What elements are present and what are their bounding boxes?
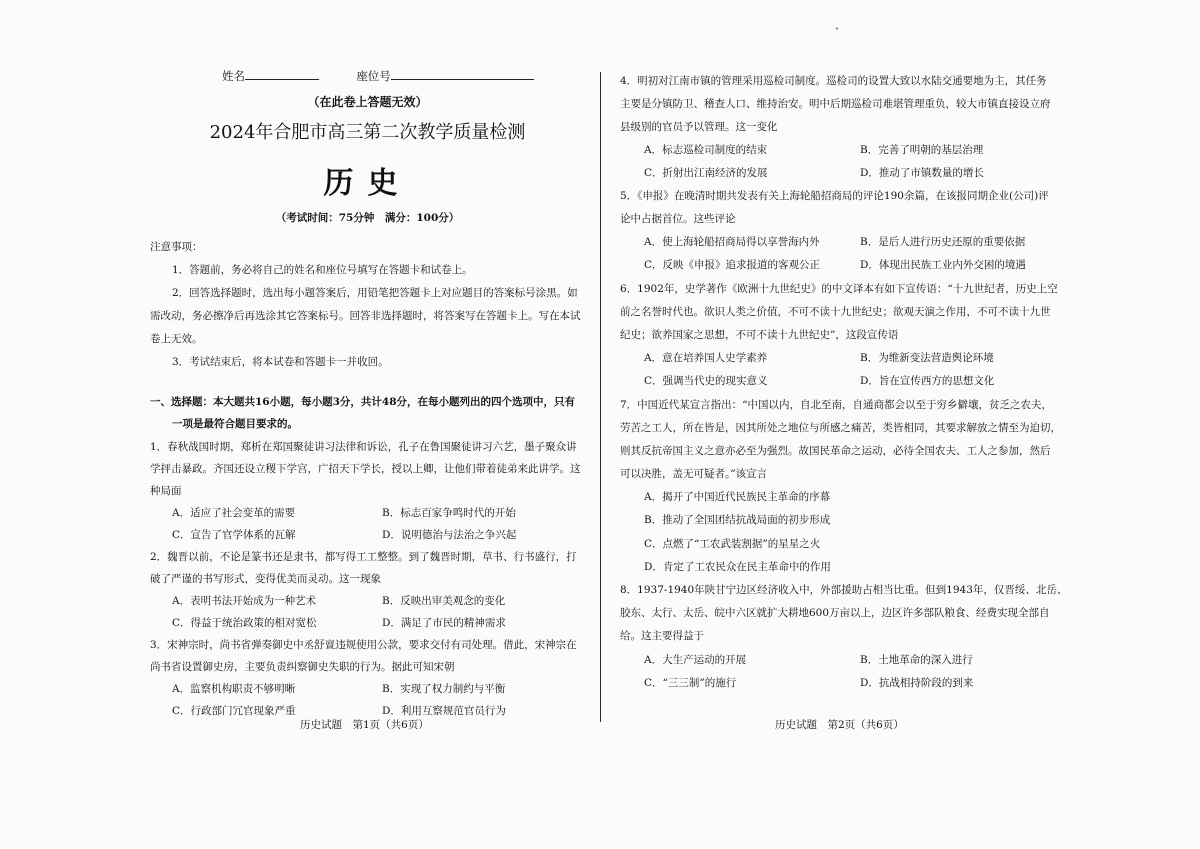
q8-option-c[interactable]: C．“三三制”的施行 xyxy=(644,677,737,689)
q4-option-a[interactable]: A．标志巡检司制度的结束 xyxy=(644,144,768,156)
question-8-text: 给。这主要得益于 xyxy=(620,630,704,642)
question-6-text: 前之名誉时代也。欲识人类之价值，不可不读十九世纪史；欲观天演之作用，不可不读十九世 xyxy=(620,306,1051,318)
question-8-text: 8．1937-1940年陕甘宁边区经济收入中，外部援助占相当比重。但到1943年，仅晋绥、北岳、 xyxy=(620,584,1068,596)
section-heading: 一、选择题：本大题共16小题，每小题3分，共计48分，在每小题列出的四个选项中，只有 xyxy=(150,396,576,408)
instructions-title: 注意事项： xyxy=(150,241,203,253)
q7-option-a[interactable]: A．揭开了中国近代民族民主革命的序幕 xyxy=(644,491,831,503)
exam-title: 2024年合肥市高三第二次教学质量检测 xyxy=(209,122,526,143)
scan-speck: ᐩ xyxy=(835,26,839,37)
q3-option-a[interactable]: A．监察机构职责不够明晰 xyxy=(172,683,296,695)
q7-option-b[interactable]: B．推动了全国团结抗战局面的初步形成 xyxy=(644,514,831,526)
question-4-text: 4．明初对江南市镇的管理采用巡检司制度。巡检司的设置大致以水陆交通要地为主，其任务 xyxy=(620,75,1047,87)
q4-option-d[interactable]: D．推动了市镇数量的增长 xyxy=(860,167,984,179)
q7-option-d[interactable]: D．肯定了工农民众在民主革命中的作用 xyxy=(644,561,831,573)
seat-label: 座位号 xyxy=(356,69,391,83)
question-7-text: 劳苦之工人，所在皆是，因其所处之地位与所感之痛苦，类皆相同，其要求解放之情至为迫切， xyxy=(620,422,1061,434)
q3-option-b[interactable]: B．实现了权力制约与平衡 xyxy=(382,683,506,695)
question-5-text: 论中占据首位。这些评论 xyxy=(620,213,736,225)
question-1-text: 1．春秋战国时期，郑析在郑国聚徒讲习法律和诉讼，孔子在鲁国聚徒讲习六艺，墨子聚众讲 xyxy=(150,441,577,453)
question-4-text: 县级别的官员予以管理。这一变化 xyxy=(620,121,778,133)
subject-title: 历史 xyxy=(323,166,412,201)
q1-option-a[interactable]: A．适应了社会变革的需要 xyxy=(172,507,296,519)
left-page-footer: 历史试题 第1页（共6页） xyxy=(300,719,429,731)
question-7-text: 则其反抗帝国主义之意亦必至为强烈。故国民革命之运动，必待全国农夫、工人之参加，然后 xyxy=(620,445,1051,457)
q1-option-c[interactable]: C．宣告了官学体系的瓦解 xyxy=(172,529,296,541)
no-answer-note: （在此卷上答题无效） xyxy=(307,95,428,109)
q6-option-c[interactable]: C．强调当代史的现实意义 xyxy=(644,375,768,387)
question-2-text: 2．魏晋以前，不论是篆书还是隶书，都写得工工整整。到了魏晋时期，草书、行书盛行，打 xyxy=(150,551,577,563)
q6-option-b[interactable]: B．为维新变法营造舆论环境 xyxy=(860,352,994,364)
q2-option-c[interactable]: C．得益于统治政策的相对宽松 xyxy=(172,617,317,629)
section-heading: 一项是最符合题目要求的。 xyxy=(172,418,298,430)
q2-option-a[interactable]: A．表明书法开始成为一种艺术 xyxy=(172,595,317,607)
q8-option-a[interactable]: A．大生产运动的开展 xyxy=(644,654,747,666)
q5-option-d[interactable]: D．体现出民族工业内外交困的境遇 xyxy=(860,259,1026,271)
instruction-line: 2．回答选择题时，选出每小题答案后，用铅笔把答题卡上对应题目的答案标号涂黑。如 xyxy=(172,287,578,299)
q5-option-c[interactable]: C．反映《申报》追求报道的客观公正 xyxy=(644,259,821,271)
question-3-text: 3．宋神宗时，尚书省弹奏御史中丞舒亶违规使用公款，要求交付有司处理。借此，宋神宗在 xyxy=(150,639,577,651)
question-1-text: 学抨击暴政。齐国还设立稷下学宫，广招天下学长，授以上卿，让他们带着徒弟来此讲学。这 xyxy=(150,463,581,475)
q5-option-a[interactable]: A．使上海轮船招商局得以享誉海内外 xyxy=(644,236,820,248)
q3-option-d[interactable]: D．利用互察规范官员行为 xyxy=(382,705,506,717)
q1-option-b[interactable]: B．标志百家争鸣时代的开始 xyxy=(382,507,516,519)
seat-field[interactable] xyxy=(391,68,534,80)
q8-option-d[interactable]: D．抗战相持阶段的到来 xyxy=(860,677,974,689)
q2-option-b[interactable]: B．反映出审美观念的变化 xyxy=(382,595,506,607)
instruction-line: 需改动，务必擦净后再选涂其它答案标号。回答非选择题时，将答案写在答题卡上。写在本试 xyxy=(150,310,581,322)
question-7-text: 7．中国近代某宣言指出：“中国以内，自北至南，自通商都会以至于穷乡僻壤，贫乏之农夫， xyxy=(620,399,1053,411)
q6-option-a[interactable]: A．意在培养国人史学素养 xyxy=(644,352,768,364)
instruction-line: 1．答题前，务必将自己的姓名和座位号填写在答题卡和试卷上。 xyxy=(172,264,473,276)
question-4-text: 主要是分镇防卫、稽查人口、维持治安。明中后期巡检司难堪管理重负，较大市镇直接设立府 xyxy=(620,98,1051,110)
q4-option-b[interactable]: B．完善了明朝的基层治理 xyxy=(860,144,984,156)
q1-option-d[interactable]: D．说明德治与法治之争兴起 xyxy=(382,529,517,541)
q7-option-c[interactable]: C．点燃了“工农武装割据”的星星之火 xyxy=(644,538,821,550)
question-5-text: 5．《申报》在晚清时期共发表有关上海轮船招商局的评论190余篇，在该报同期企业(公司)评 xyxy=(620,190,1049,202)
q3-option-c[interactable]: C．行政部门冗官现象严重 xyxy=(172,705,296,717)
right-page-footer: 历史试题 第2页（共6页） xyxy=(775,719,904,731)
question-2-text: 破了严谨的书写形式，变得优美而灵动。这一现象 xyxy=(150,573,381,585)
q8-option-b[interactable]: B．土地革命的深入进行 xyxy=(860,654,973,666)
question-6-text: 纪史；欲养国家之思想，不可不读十九世纪史”，这段宣传语 xyxy=(620,329,899,341)
q6-option-d[interactable]: D．旨在宣传西方的思想文化 xyxy=(860,375,995,387)
question-1-text: 种局面 xyxy=(150,485,182,497)
question-8-text: 胶东、太行、太岳、皖中六区就扩大耕地600万亩以上，边区许多部队粮食、经费实现全部自 xyxy=(620,607,1050,619)
question-3-text: 尚书省设置御史房，主要负责纠察御史失职的行为。据此可知宋朝 xyxy=(150,661,455,673)
exam-meta: （考试时间：75分钟 满分：100分） xyxy=(275,212,460,224)
q4-option-c[interactable]: C．折射出江南经济的发展 xyxy=(644,167,768,179)
instruction-line: 3．考试结束后，将本试卷和答题卡一并收回。 xyxy=(172,356,389,368)
name-label: 姓名 xyxy=(222,69,245,83)
instruction-line: 卷上无效。 xyxy=(150,333,203,345)
q2-option-d[interactable]: D．满足了市民的精神需求 xyxy=(382,617,506,629)
name-seat-row xyxy=(222,68,534,84)
question-7-text: 可以决胜，盖无可疑者。”该宣言 xyxy=(620,468,768,480)
q5-option-b[interactable]: B．是后人进行历史还原的重要依据 xyxy=(860,236,1026,248)
name-field[interactable] xyxy=(245,68,319,80)
question-6-text: 6．1902年，史学著作《欧洲十九世纪史》的中文译本有如下宣传语：“十九世纪者，历史上空 xyxy=(620,283,1058,295)
page-divider xyxy=(600,72,601,722)
